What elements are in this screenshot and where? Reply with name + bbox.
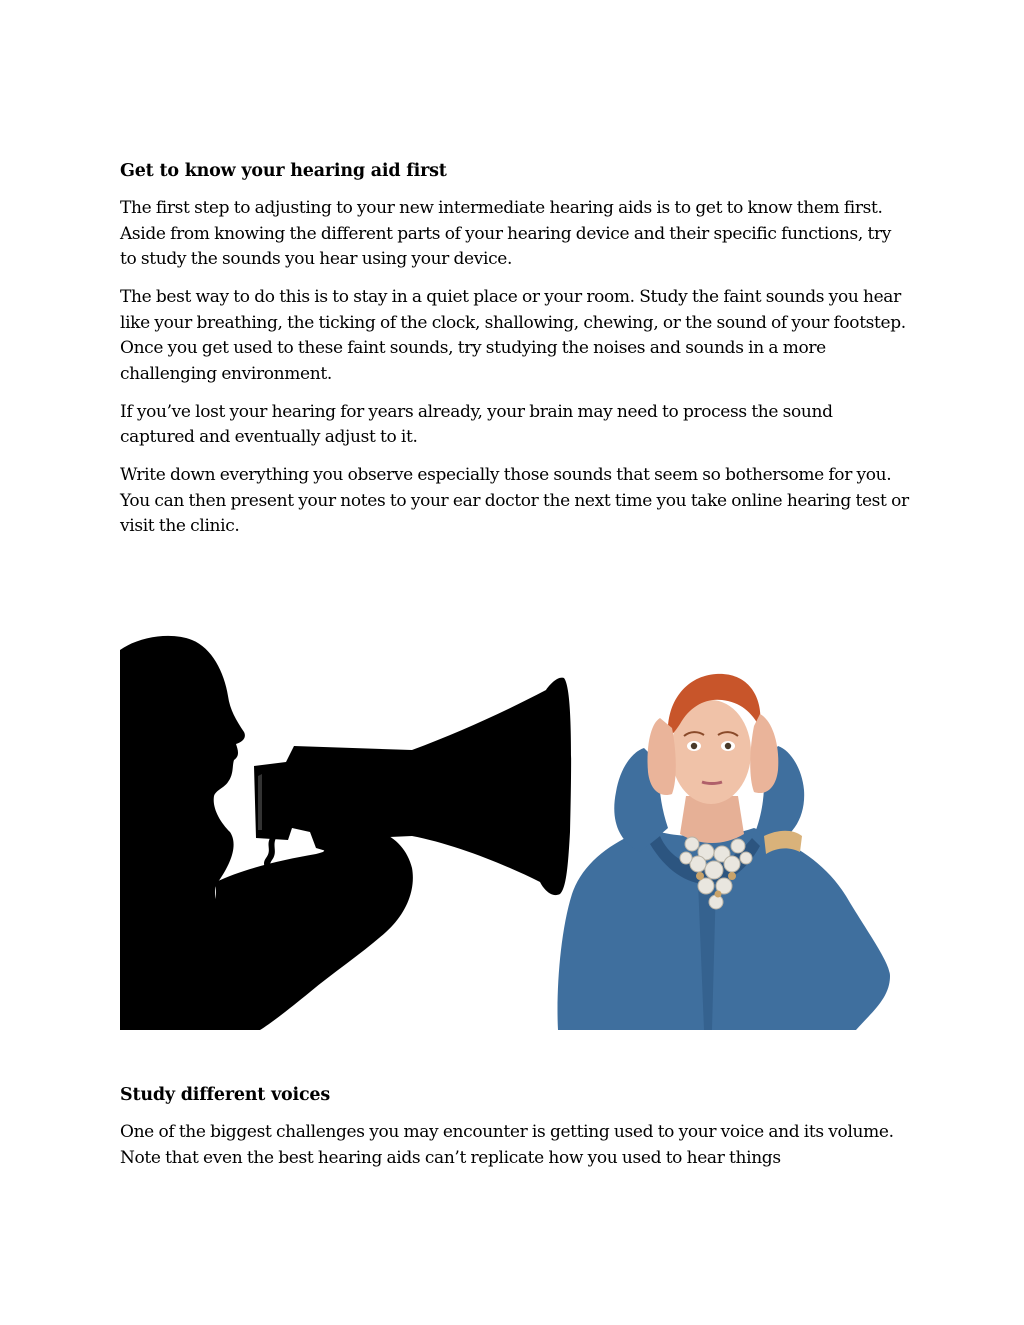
shouting-silhouette xyxy=(120,636,571,1030)
megaphone-illustration xyxy=(120,632,891,1030)
section-study-voices xyxy=(120,1082,910,1184)
section-heading: Get to know your hearing aid first xyxy=(120,161,447,181)
paragraph: The first step to adjusting to your new intermediate hearing aids is to get to know them first. Aside from knowing the different parts of your hearing device and their specific functions, try to study the sounds you hear using your device. xyxy=(120,198,891,269)
woman-covering-ears xyxy=(558,674,890,1030)
paragraph: One of the biggest challenges you may encounter is getting used to your voice and its volume. Note that even the best hearing aids can’t replicate how you used to hear things xyxy=(120,1122,894,1168)
paragraph: The best way to do this is to stay in a quiet place or your room. Study the faint sounds you hear like your breathing, the ticking of the clock, shallowing, chewing, or the sound of your footstep. Once you get used to these faint sounds, try studying the noises and sounds in a more challenging environment. xyxy=(120,287,906,384)
section-hearing-aid xyxy=(120,158,910,552)
section-heading: Study different voices xyxy=(120,1085,331,1105)
paragraph: Write down everything you observe especially those sounds that seem so bothersome for you. You can then present your notes to your ear doctor the next time you take online hearing test or visit the clinic. xyxy=(120,465,909,536)
paragraph: If you’ve lost your hearing for years already, your brain may need to process the sound captured and eventually adjust to it. xyxy=(120,401,833,447)
